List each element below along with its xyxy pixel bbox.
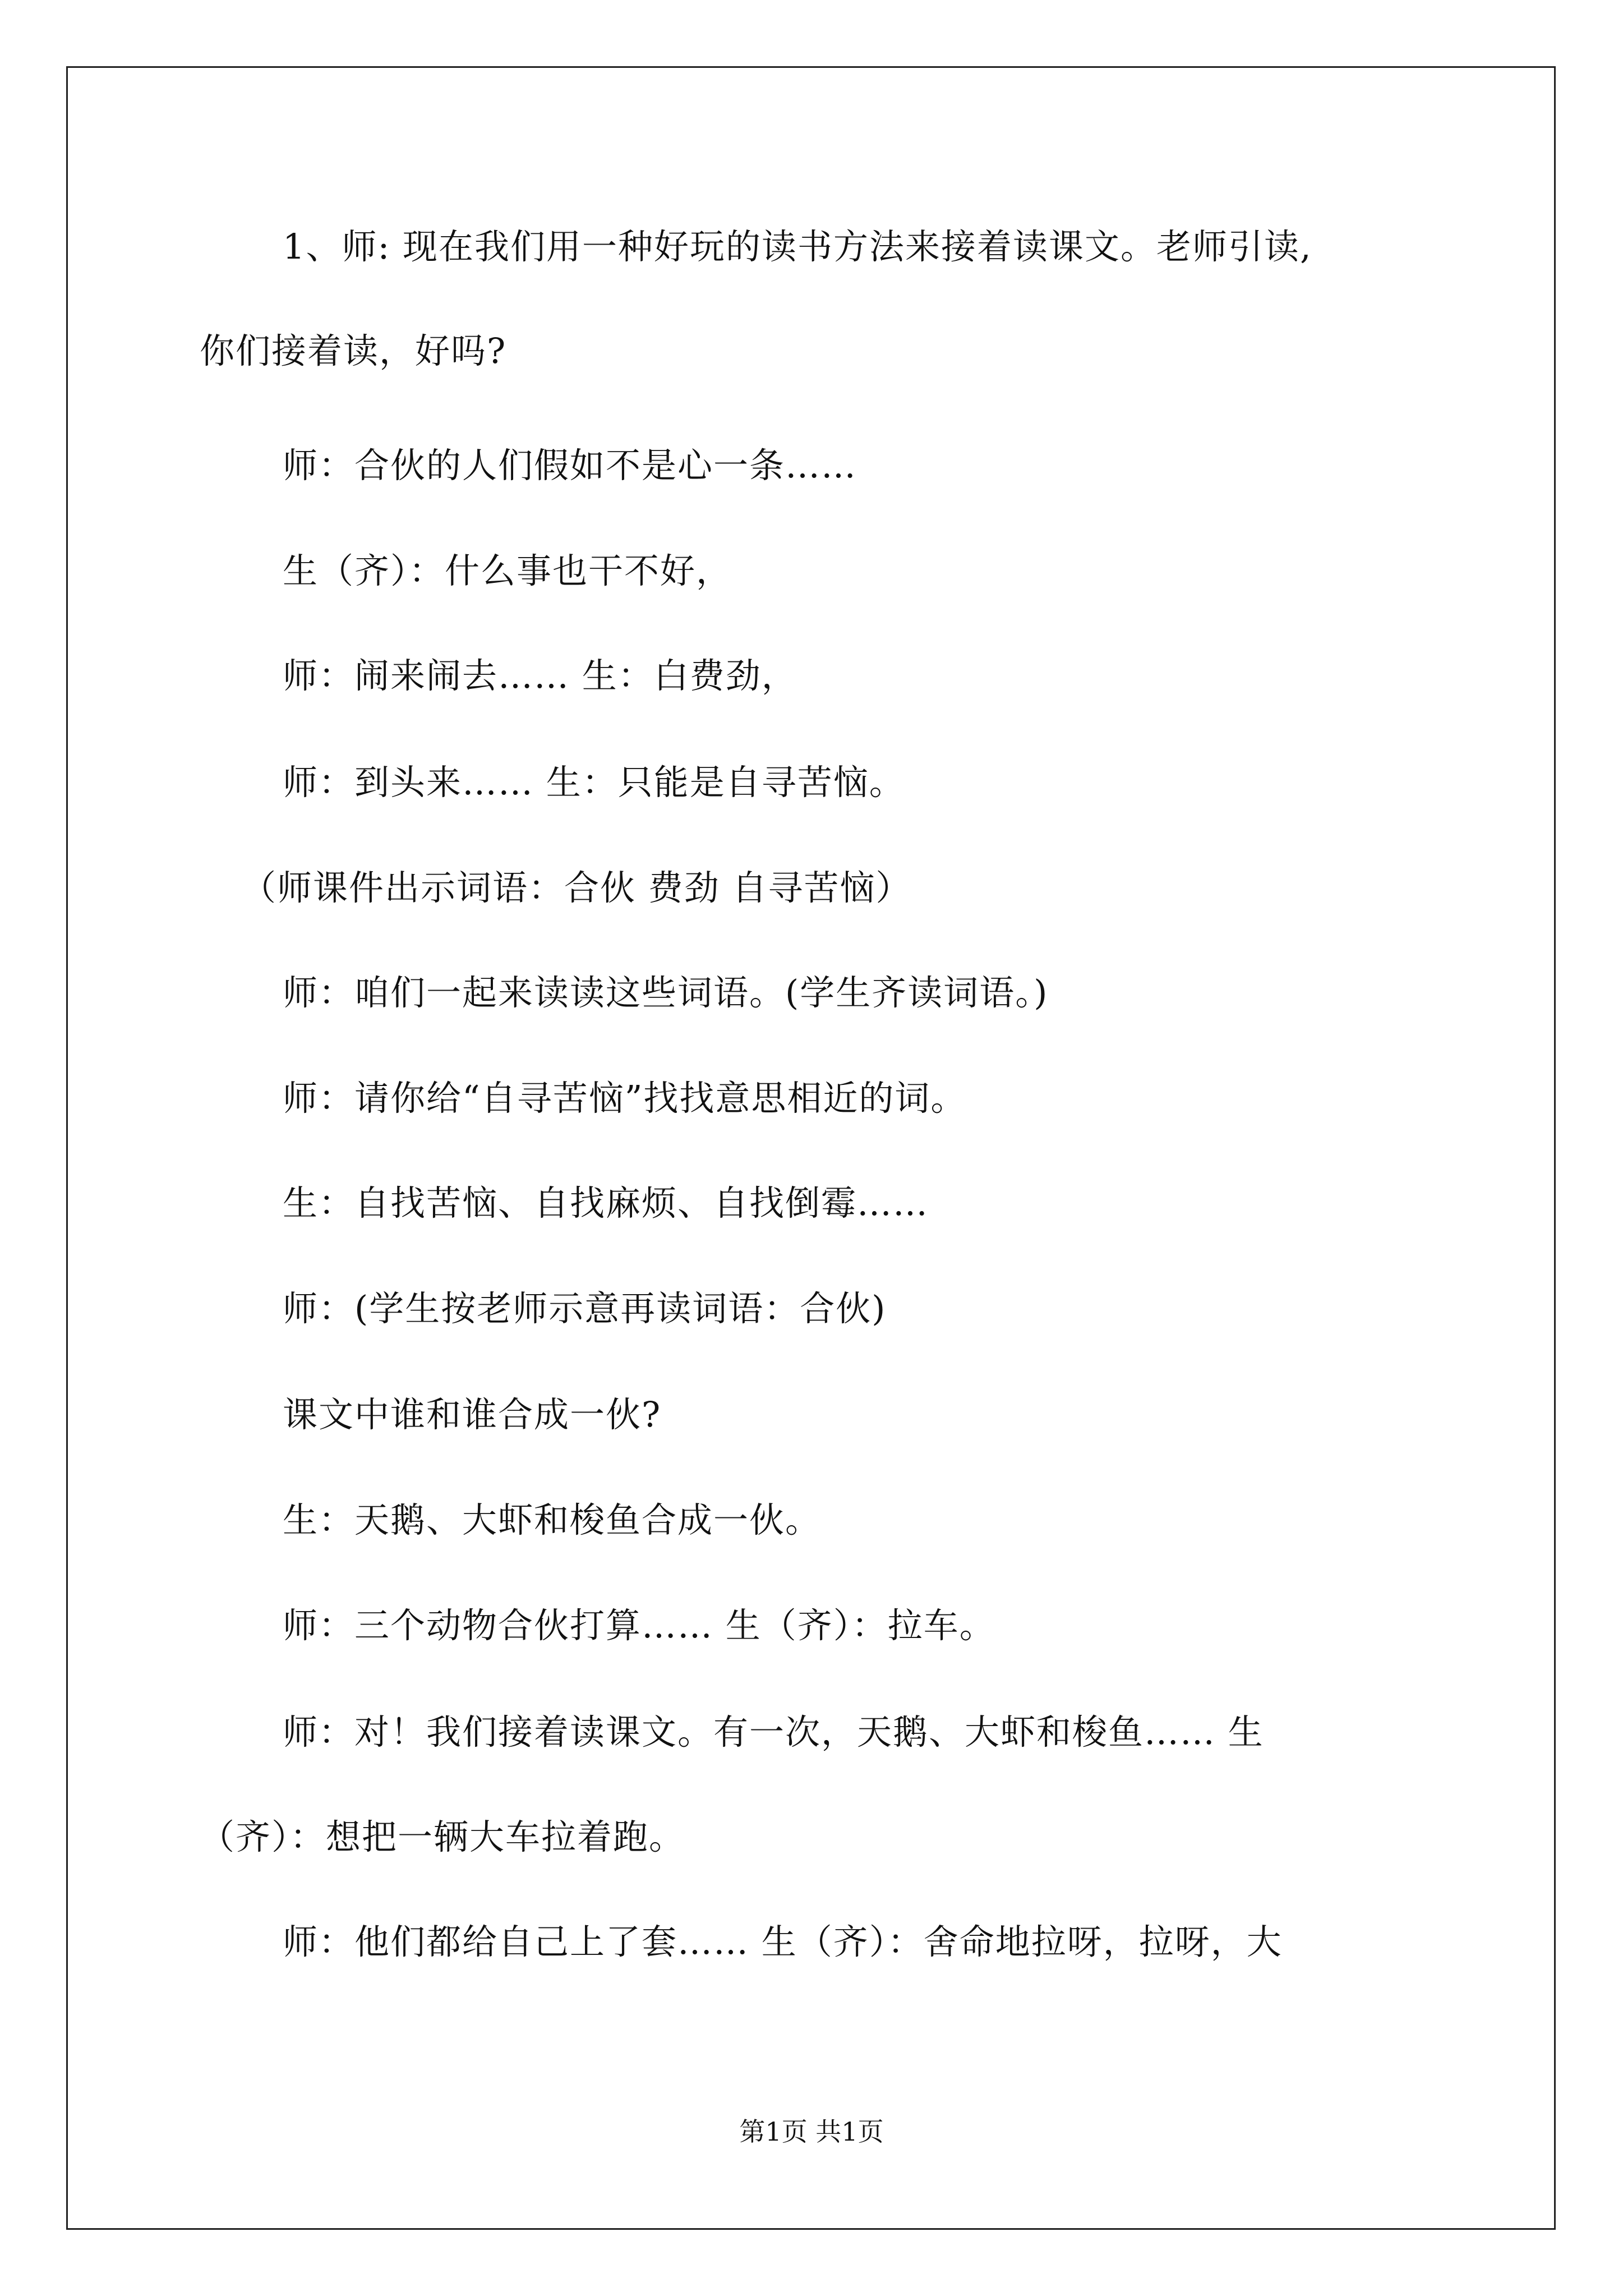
paragraph-line: 1、师: 现在我们用一种好玩的读书方法来接着读课文。老师引读, (283, 226, 1312, 267)
paragraph-line: 生：自找苦恼、自找麻烦、自找倒霉…… (283, 1182, 929, 1223)
paragraph-line: 师：请你给“自寻苦恼”找找意思相近的词。 (283, 1078, 967, 1119)
paragraph-line: 师：到头来…… 生：只能是自寻苦恼。 (283, 762, 905, 803)
paragraph-line: 生：天鹅、大虾和梭鱼合成一伙。 (283, 1499, 822, 1540)
paragraph-line: 师：合伙的人们假如不是心一条…… (283, 445, 857, 486)
paragraph-line: 师：咱们一起来读读这些词语。(学生齐读词语。) (283, 972, 1049, 1013)
page-footer: 第1页 共1页 (739, 2116, 884, 2147)
paragraph-line: 师：(学生按老师示意再读词语：合伙) (283, 1288, 887, 1329)
page-border (66, 66, 1556, 2230)
paragraph-line: （齐）：想把一辆大车拉着跑。 (200, 1816, 685, 1857)
paragraph-line: 生（齐）：什么事也干不好， (283, 550, 732, 591)
paragraph-line: 师：三个动物合伙打算…… 生（齐）：拉车。 (283, 1605, 995, 1646)
paragraph-line: 师：对！我们接着读课文。有一次，天鹅、大虾和梭鱼…… 生 (283, 1711, 1264, 1752)
paragraph-line: 课文中谁和谁合成一伙? (283, 1394, 662, 1435)
paragraph-line: （师课件出示词语：合伙 费劲 自寻苦恼） (241, 867, 912, 908)
paragraph-line: 你们接着读，好吗? (200, 330, 507, 371)
paragraph-line: 师：闹来闹去…… 生：白费劲， (283, 655, 797, 696)
paragraph-line: 师：他们都给自己上了套…… 生（齐）：舍命地拉呀，拉呀，大 (283, 1921, 1283, 1962)
